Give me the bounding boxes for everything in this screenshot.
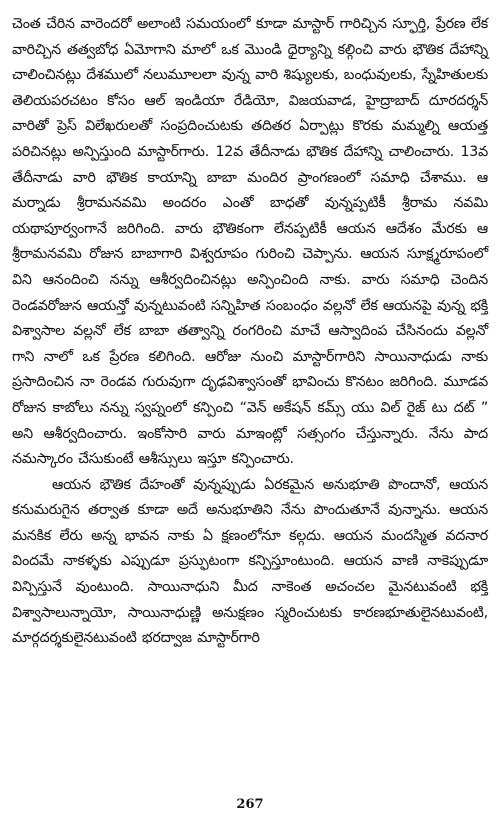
paragraph-first: చెంత చేరిన వారెందరో అలాంటి సమయంలో కూడా మాస్టార్ గారిచ్చిన స్ఫూర్తి, ప్రేరణ లేక వారిచ్చిన తత్వబోధ ఏమోగాని మాలో ఒక మొండి ధైర్యాన్ని కల్గించి వారు భౌతిక దేహాన్ని చాలించినట్లు దేశములో నలుమూలలా వున్న వారి శిష్యులకు, బంధువులకు, స్నేహితులకు తెలియపరచటం కోసం ఆల్ ఇండియా రేడియో, విజయవాడ, హైద్రాబాద్ దూరదర్శన్ వారితో ప్రెస్ విలేఖరులతో సంప్రదించుటకు తదితర ఏర్పాట్లు కొరకు మమ్మల్ని ఆయత్త పరిచినట్లు అన్పిస్తుంది మాస్టార్‌గారు. 12వ తేదీనాడు భౌతిక దేహాన్ని చాలించారు. 13వ తేదీనాడు వారి భౌతిక కాయాన్ని బాబా మందిర ప్రాంగణంలో సమాధి చేశాము. ఆ మర్నాడు శ్రీరామనవమి అందరం ఎంతో బాధతో వున్నప్పటికీ శ్రీరామ నవమి యథాపూర్వంగానే జరిగింది. వారు భౌతికంగా లేనప్పటికీ ఆయన ఆదేశం మేరకు ఆ శ్రీరామనవమి రోజున బాబాగారి విశ్వరూపం గురించి చెప్పాను. ఆయన సూక్ష్మరూపంలో విని ఆనందించి నన్ను ఆశీర్వదించినట్లు అన్పించింది నాకు. వారు సమాధి చెందిన రెండవరోజున ఆయన్తో వున్నటువంటి సన్నిహిత సంబంధం వల్లనో లేక ఆయనపై వున్న భక్తి విశ్వాసాల వల్లనో లేక బాబా తత్వాన్ని రంగరించి మాచే ఆస్వాదింప చేసినందు వల్లనో గాని నాలో ఒక ప్రేరణ కలిగింది. ఆరోజు నుంచి మాస్టార్‌గారిని సాయినాధుడు నాకు ప్రసాదించిన నా రెండవ గురువుగా దృఢవిశ్వాసంతో భావించు కొనటం జరిగింది. మూడవ రోజున కాబోలు నన్ను స్వప్నంలో కన్పించి “వెన్ అకేషన్ కమ్స్ యు విల్ రైజ్ టు దట్ ” అని ఆశీర్వదించారు. ఇంకోసారి వారు మాఇంట్లో సత్సంగం చేస్తున్నారు. నేను పాద నమస్కారం చేసుకుంటే ఆశీస్సులు ఇస్తూ కన్పించారు. [12,16,488,468]
page-number: 267 [236,797,264,812]
page-text-body [12,12,488,652]
paragraph-second: ఆయన భౌతిక దేహంతో వున్నప్పుడు ఏరకమైన అనుభూతి పొందానో, ఆయన కనుమరుగైన తర్వాత కూడా అదే అనుభూతిని నేను పొందుతూనే వున్నాను. ఆయన మనకిక లేరు అన్న భావన నాకు ఏ క్షణంలోనూ కల్గదు. ఆయన మందస్మిత వదనార విందమే నాకళ్ళకు ఎప్పుడూ ప్రస్ఫుటంగా కన్పిస్తూంటుంది. ఆయన వాణి నాకెప్పుడూ విన్పిస్తునే వుంటుంది. సాయినాధుని మీద నాకెంత అచంచల మైనటువంటి భక్తి విశ్వాసాలున్నాయో, సాయినాధుణ్ణి అనుక్షణం స్మరించుటకు కారణభూతులైనటువంటి, మార్గదర్శకులైనటువంటి భరద్వాజ మాస్టార్‌గారి [12,476,488,647]
